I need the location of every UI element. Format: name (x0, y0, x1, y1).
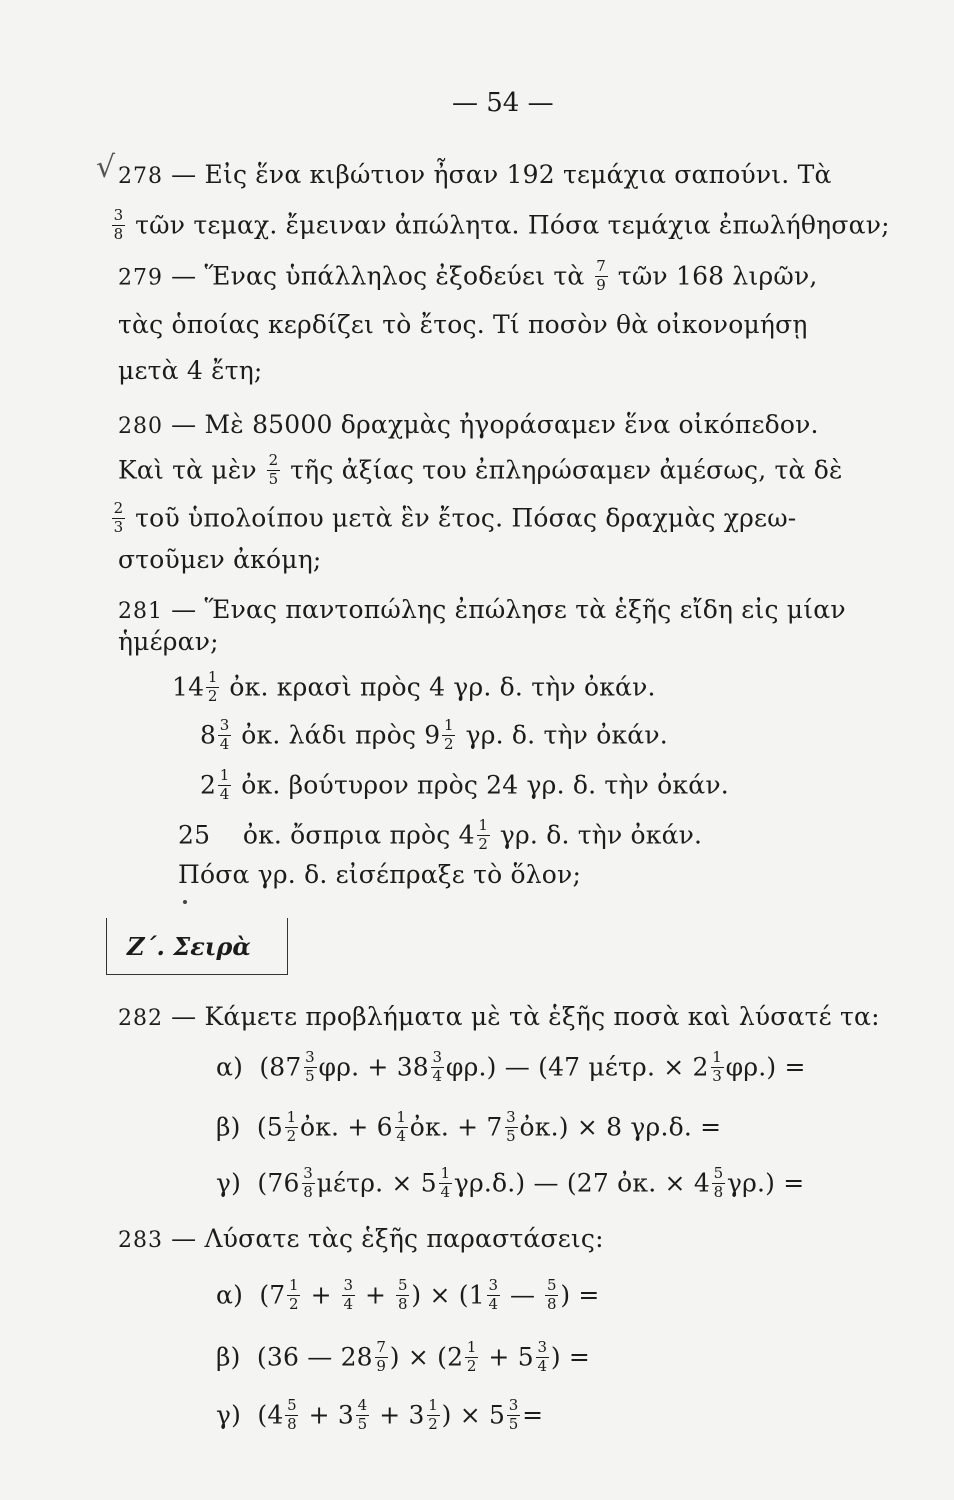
series-heading: Ζ΄. Σειρὰ (127, 932, 251, 961)
series-heading-box (106, 918, 288, 975)
fraction: $\frac{1}{2}$ (428, 1396, 438, 1433)
fraction: $\frac{1}{2}$ (286, 1108, 297, 1145)
ink-dot (183, 900, 187, 904)
problem-280-line-1: 280 — Μὲ 85000 δραχμὰς ἠγοράσαμεν ἕνα οἰκόπεδον. (118, 410, 819, 439)
fraction: $\frac{3}{5}$ (508, 1396, 519, 1433)
expression-a: α) (87 $\frac{3}{5}$ φρ. + 38 $\frac{3}{4}$ φρ.) — (47 μέτρ. × 2 $\frac{1}{3}$ φρ.) = (216, 1048, 806, 1085)
list-item: 8 $\frac{3}{4}$ ὀκ. λάδι πρὸς 9 $\frac{1}{2}$ γρ. δ. τὴν ὀκάν. (200, 716, 668, 753)
fraction: $\frac{7}{9}$ (376, 1338, 387, 1375)
fraction: $\frac{2}{5}$ (268, 451, 279, 488)
fraction: $\frac{1}{4}$ (396, 1108, 407, 1145)
problem-282-intro: 282 — Κάμετε προβλήματα μὲ τὰ ἑξῆς ποσὰ καὶ λύσατέ τα: (118, 1002, 880, 1031)
fraction: $\frac{3}{5}$ (506, 1108, 516, 1145)
problem-281-line-2: ἡμέραν; (118, 627, 219, 656)
problem-280-line-4: στοῦμεν ἀκόμη; (118, 545, 322, 574)
check-mark-icon: √ (96, 150, 116, 185)
expression-a: α) (7 $\frac{1}{2}$ + $\frac{3}{4}$ + $\frac{5}{8}$ ) × (1 $\frac{3}{4}$ — $\frac{5}{8}$ ) = (216, 1276, 600, 1313)
list-item: 14 $\frac{1}{2}$ ὀκ. κρασὶ πρὸς 4 γρ. δ. τὴν ὀκάν. (172, 668, 656, 705)
expression-b: β) (36 — 28 $\frac{7}{9}$ ) × (2 $\frac{1}{2}$ + 5 $\frac{3}{4}$ ) = (216, 1338, 591, 1375)
fraction: $\frac{1}{2}$ (478, 816, 489, 853)
fraction: $\frac{5}{8}$ (287, 1396, 297, 1433)
list-item: 25 ὀκ. ὄσπρια πρὸς 4 $\frac{1}{2}$ γρ. δ. τὴν ὀκάν. (178, 816, 703, 853)
fraction: $\frac{1}{2}$ (444, 716, 454, 753)
problem-280-line-2: Καὶ τὰ μὲν $\frac{2}{5}$ τῆς ἀξίας του ἐπληρώσαμεν ἀμέσως, τὰ δὲ (118, 451, 843, 488)
fraction: $\frac{3}{4}$ (219, 716, 230, 753)
fraction: $\frac{3}{4}$ (343, 1276, 354, 1313)
problem-number: 278 (118, 164, 163, 189)
expression-b: β) (5 $\frac{1}{2}$ ὀκ. + 6 $\frac{1}{4}$ ὀκ. + 7 $\frac{3}{5}$ ὀκ.) × 8 γρ.δ. = (216, 1108, 722, 1145)
fraction: $\frac{1}{2}$ (466, 1338, 477, 1375)
fraction: $\frac{1}{4}$ (440, 1164, 451, 1201)
problem-278-line-2: $\frac{3}{8}$ τῶν τεμαχ. ἔμειναν ἀπώλητα. Πόσα τεμάχια ἐπωλήθησαν; (113, 206, 890, 243)
fraction: $\frac{3}{8}$ (113, 206, 124, 243)
fraction: $\frac{3}{4}$ (432, 1048, 443, 1085)
list-item: 2 $\frac{1}{4}$ ὀκ. βούτυρον πρὸς 24 γρ. δ. τὴν ὀκάν. (200, 766, 729, 803)
fraction: $\frac{1}{3}$ (712, 1048, 723, 1085)
fraction: $\frac{5}{8}$ (397, 1276, 408, 1313)
fraction: $\frac{5}{8}$ (713, 1164, 724, 1201)
problem-281-question: Πόσα γρ. δ. εἰσέπραξε τὸ ὅλον; (178, 860, 582, 889)
fraction: $\frac{3}{4}$ (488, 1276, 499, 1313)
problem-279-line-2: τὰς ὁποίας κερδίζει τὸ ἔτος. Τί ποσὸν θὰ οἰκονομήσῃ (118, 310, 808, 339)
problem-number: 280 (118, 414, 163, 439)
fraction: $\frac{2}{3}$ (113, 499, 124, 536)
fraction: $\frac{1}{4}$ (219, 766, 230, 803)
fraction: $\frac{1}{2}$ (207, 668, 218, 705)
fraction: $\frac{7}{9}$ (596, 257, 607, 294)
fraction: $\frac{3}{8}$ (303, 1164, 313, 1201)
problem-283-intro: 283 — Λύσατε τὰς ἑξῆς παραστάσεις: (118, 1224, 604, 1253)
fraction: $\frac{5}{8}$ (546, 1276, 557, 1313)
fraction: $\frac{3}{5}$ (305, 1048, 315, 1085)
page-number: — 54 — (452, 88, 554, 118)
expression-c: γ) (4 $\frac{5}{8}$ + 3 $\frac{4}{5}$ + 3 $\frac{1}{2}$ ) × 5 $\frac{3}{5}$ = (216, 1396, 544, 1433)
problem-278-line-1: 278 — Εἰς ἕνα κιβώτιον ἦσαν 192 τεμάχια σαπούνι. Τὰ (118, 160, 832, 189)
fraction: $\frac{1}{2}$ (289, 1276, 299, 1313)
problem-number: 281 (118, 599, 163, 624)
problem-number: 283 (118, 1228, 163, 1253)
problem-number: 282 (118, 1006, 163, 1031)
expression-c: γ) (76 $\frac{3}{8}$ μέτρ. × 5 $\frac{1}{4}$ γρ.δ.) — (27 ὀκ. × 4 $\frac{5}{8}$ γρ.) = (216, 1164, 805, 1201)
fraction: $\frac{4}{5}$ (357, 1396, 368, 1433)
problem-281-line-1: 281 — Ἕνας παντοπώλης ἐπώλησε τὰ ἑξῆς εἴδη εἰς μίαν (118, 595, 846, 624)
problem-279-line-3: μετὰ 4 ἔτη; (118, 356, 263, 385)
fraction: $\frac{3}{4}$ (537, 1338, 548, 1375)
problem-280-line-3: $\frac{2}{3}$ τοῦ ὑπολοίπου μετὰ ἓν ἔτος. Πόσας δραχμὰς χρεω- (113, 499, 797, 536)
problem-279-line-1: 279 — Ἕνας ὑπάλληλος ἐξοδεύει τὰ $\frac{7}{9}$ τῶν 168 λιρῶν, (118, 257, 818, 294)
problem-number: 279 (118, 265, 163, 291)
